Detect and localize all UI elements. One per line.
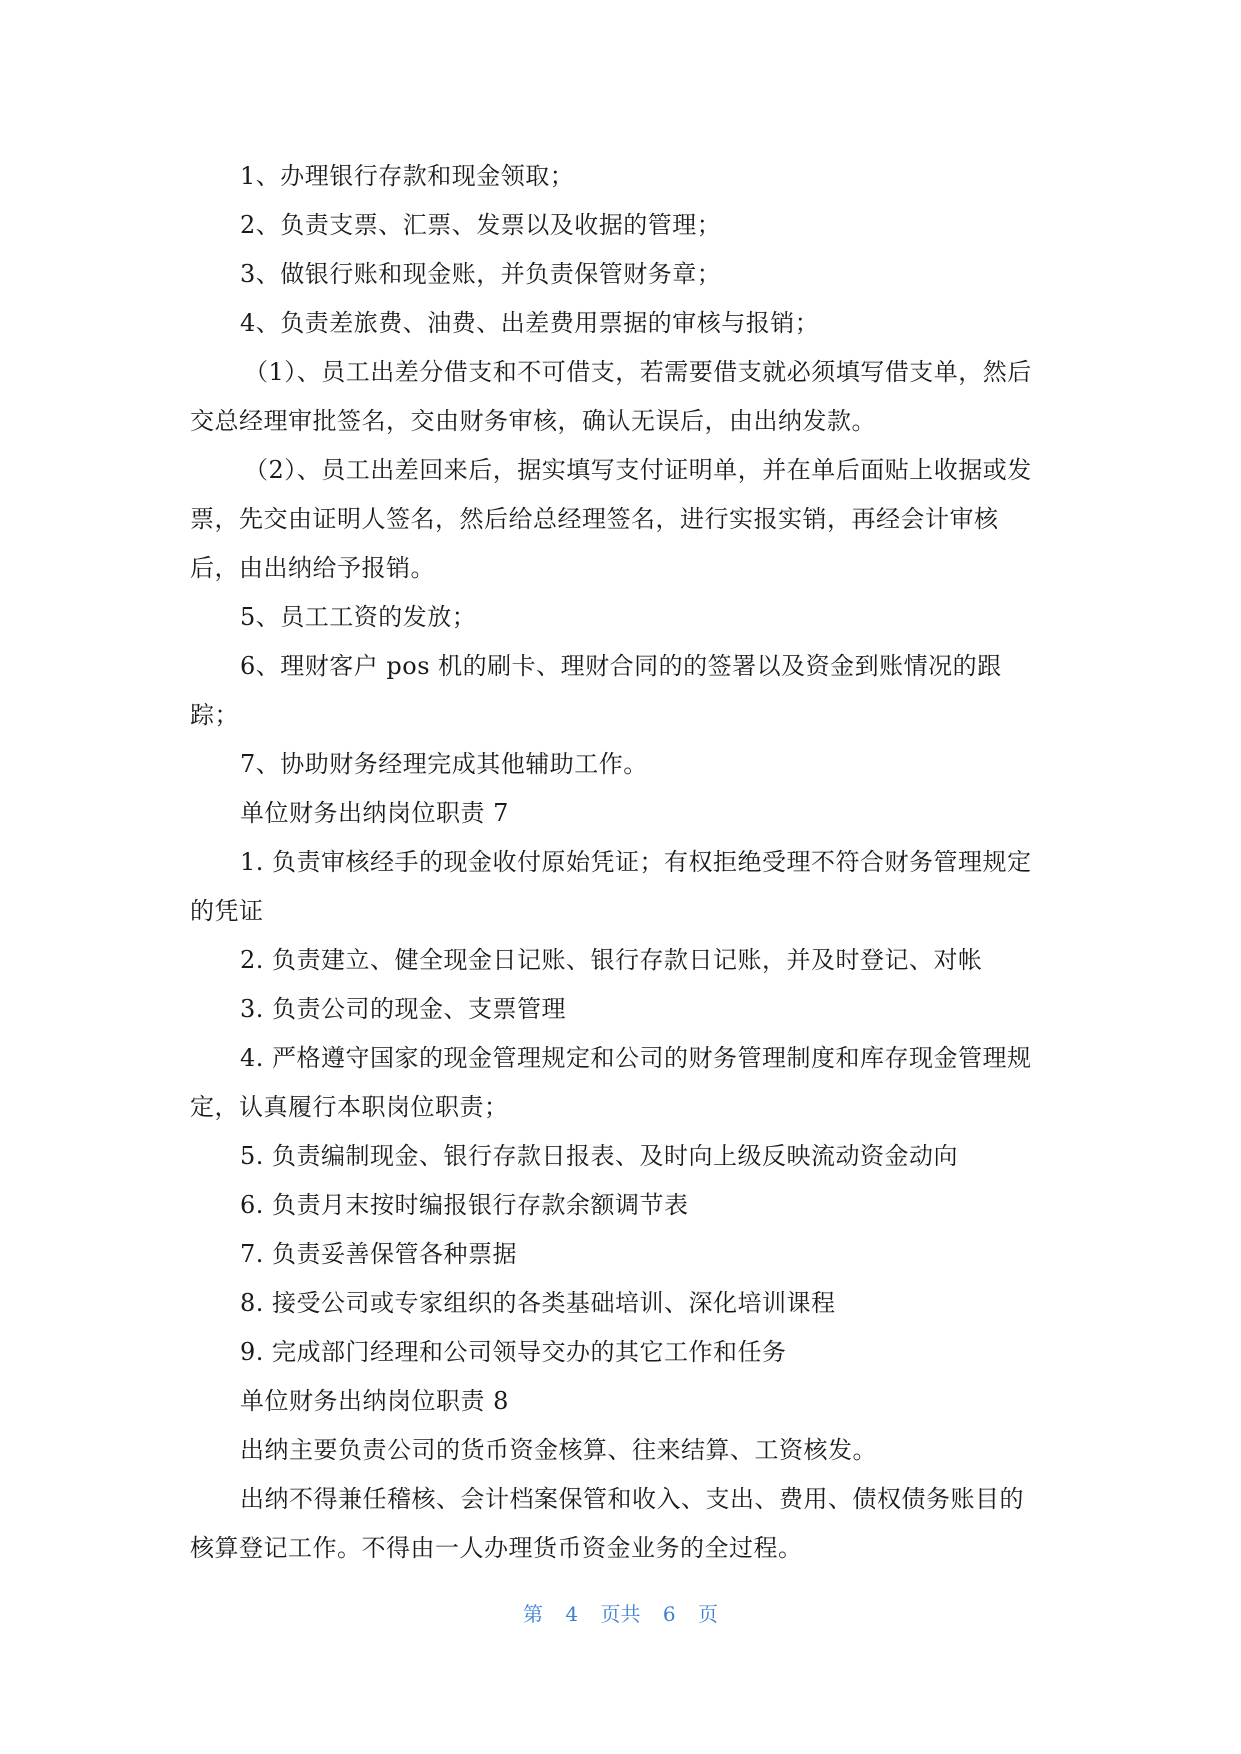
page-footer xyxy=(0,1598,1241,1627)
paragraph-15: 5. 负责编制现金、银行存款日报表、及时向上级反映流动资金动向 xyxy=(240,1142,959,1170)
paragraph-2: 2、负责支票、汇票、发票以及收据的管理； xyxy=(240,211,722,239)
paragraph-13: 3. 负责公司的现金、支票管理 xyxy=(240,995,567,1023)
paragraph-16: 6. 负责月末按时编报银行存款余额调节表 xyxy=(240,1191,689,1219)
paragraph-9: 7、协助财务经理完成其他辅助工作。 xyxy=(240,750,648,778)
paragraph-22: 出纳不得兼任稽核、会计档案保管和收入、支出、费用、债权债务账目的核算登记工作。不得由一人办理货币资金业务的全过程。 xyxy=(190,1485,1024,1562)
footer-current-page: 4 xyxy=(565,1602,579,1626)
section-heading-7: 单位财务出纳岗位职责 7 xyxy=(240,799,509,827)
paragraph-5: （1）、员工出差分借支和不可借支，若需要借支就必须填写借支单，然后交总经理审批签名，交由财务审核，确认无误后，由出纳发款。 xyxy=(190,358,1032,435)
paragraph-4: 4、负责差旅费、油费、出差费用票据的审核与报销； xyxy=(240,309,820,337)
paragraph-18: 8. 接受公司或专家组织的各类基础培训、深化培训课程 xyxy=(240,1289,836,1317)
footer-prefix: 第 xyxy=(523,1602,544,1626)
document-body xyxy=(190,152,1042,1573)
paragraph-21: 出纳主要负责公司的货币资金核算、往来结算、工资核发。 xyxy=(240,1436,877,1464)
paragraph-8: 6、理财客户 pos 机的刷卡、理财合同的的签署以及资金到账情况的跟踪； xyxy=(190,652,1002,729)
paragraph-7: 5、员工工资的发放； xyxy=(240,603,477,631)
paragraph-17: 7. 负责妥善保管各种票据 xyxy=(240,1240,518,1268)
section-heading-8: 单位财务出纳岗位职责 8 xyxy=(240,1387,509,1415)
footer-suffix: 页 xyxy=(697,1602,718,1626)
paragraph-1: 1、办理银行存款和现金领取； xyxy=(240,162,575,190)
paragraph-19: 9. 完成部门经理和公司领导交办的其它工作和任务 xyxy=(240,1338,787,1366)
paragraph-14: 4. 严格遵守国家的现金管理规定和公司的财务管理制度和库存现金管理规定，认真履行本职岗位职责； xyxy=(190,1044,1032,1121)
paragraph-3: 3、做银行账和现金账，并负责保管财务章； xyxy=(240,260,722,288)
paragraph-6: （2）、员工出差回来后，据实填写支付证明单，并在单后面贴上收据或发票，先交由证明人签名，然后给总经理签名，进行实报实销，再经会计审核后，由出纳给予报销。 xyxy=(190,456,1032,582)
footer-total-pages: 6 xyxy=(662,1602,676,1626)
paragraph-12: 2. 负责建立、健全现金日记账、银行存款日记账，并及时登记、对帐 xyxy=(240,946,983,974)
paragraph-11: 1. 负责审核经手的现金收付原始凭证；有权拒绝受理不符合财务管理规定的凭证 xyxy=(190,848,1032,925)
footer-middle: 页共 xyxy=(600,1602,641,1626)
